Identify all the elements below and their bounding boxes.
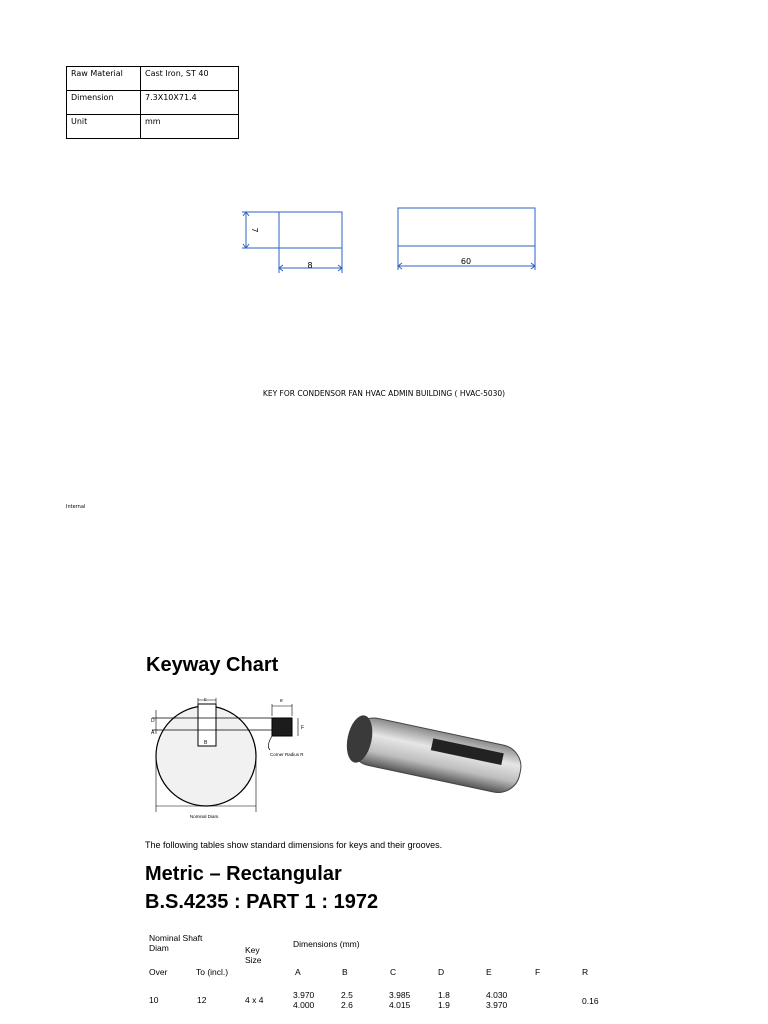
cell-key: 4 x 4 <box>245 995 264 1005</box>
corner-radius-label: Corner Radius R <box>270 752 304 757</box>
label-c: c <box>204 697 207 703</box>
metric-heading: Metric – Rectangular <box>145 863 342 885</box>
cell-c2: 4.015 <box>389 1000 411 1010</box>
cell-d1: 1.8 <box>438 990 450 1000</box>
shaft-photo <box>343 713 525 797</box>
th-col-d: D <box>438 967 445 977</box>
drawing-caption: KEY FOR CONDENSOR FAN HVAC ADMIN BUILDING ( HVAC-5030) <box>262 389 506 398</box>
cell-a2: 4.000 <box>293 1000 315 1010</box>
spec-key: Dimension <box>67 91 141 115</box>
keyway-title: Keyway Chart <box>146 654 279 676</box>
spec-value: 7.3X10X71.4 <box>141 91 239 115</box>
cell-e1: 4.030 <box>486 990 508 1000</box>
cell-c1: 3.985 <box>389 990 411 1000</box>
label-b: B <box>204 740 208 746</box>
th-diam: Diam <box>149 943 169 953</box>
th-col-r: R <box>582 967 589 977</box>
dim-length-label: 60 <box>460 257 472 266</box>
label-f: F <box>301 725 305 731</box>
dim-width-label: 8 <box>307 261 313 270</box>
key-side-outline <box>398 208 535 246</box>
nominal-diam-label: Nominal Diam. <box>190 814 220 819</box>
label-a: A <box>151 730 155 736</box>
th-size: Size <box>245 955 262 965</box>
th-to: To (incl.) <box>196 967 229 977</box>
spec-value: mm <box>141 115 239 139</box>
label-e: e <box>280 698 283 704</box>
th-col-f: F <box>535 967 541 977</box>
cell-a1: 3.970 <box>293 990 315 1000</box>
keyway-intro: The following tables show standard dimensions for keys and their grooves. <box>145 840 443 850</box>
cell-to: 12 <box>197 995 207 1005</box>
cell-r: 0.16 <box>582 996 599 1006</box>
spec-key: Raw Material <box>67 67 141 91</box>
th-dimensions: Dimensions (mm) <box>293 939 360 949</box>
spec-key: Unit <box>67 115 141 139</box>
standard-heading: B.S.4235 : PART 1 : 1972 <box>145 891 379 913</box>
th-over: Over <box>149 967 168 977</box>
cell-over: 10 <box>149 995 159 1005</box>
key-end-outline <box>279 212 342 248</box>
cell-e2: 3.970 <box>486 1000 508 1010</box>
cell-b1: 2.5 <box>341 990 353 1000</box>
th-col-b: B <box>342 967 348 977</box>
th-key: Key <box>245 945 260 955</box>
key-section <box>272 718 292 736</box>
label-d: D <box>151 718 155 724</box>
th-col-c: C <box>390 967 397 977</box>
keyway-diagram <box>140 694 540 824</box>
th-nominal-shaft: Nominal Shaft <box>149 933 203 943</box>
cell-d2: 1.9 <box>438 1000 450 1010</box>
dim-height-label: 7 <box>250 227 259 233</box>
classification-label: Internal <box>66 504 86 510</box>
key-drawing <box>0 0 768 300</box>
end-view <box>242 212 342 273</box>
th-col-e: E <box>486 967 492 977</box>
cell-b2: 2.6 <box>341 1000 353 1010</box>
spec-value: Cast Iron, ST 40 <box>141 67 239 91</box>
th-col-a: A <box>295 967 301 977</box>
